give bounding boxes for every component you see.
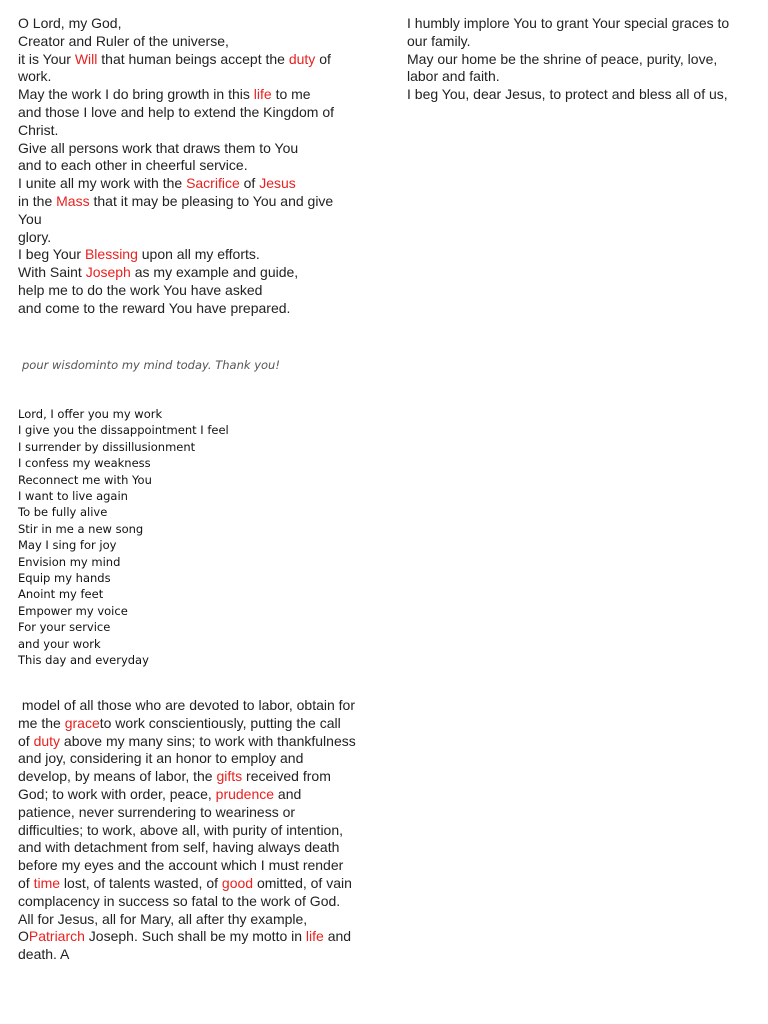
text-line: I humbly implore You to grant Your special graces to <box>407 15 730 31</box>
keyword-link[interactable]: grace <box>64 714 100 731</box>
text-line: patience, never surrendering to weariness or <box>18 803 296 820</box>
keyword-link[interactable]: duty <box>288 50 316 67</box>
text-line: I beg You, dear Jesus, to protect and bless all of us, <box>407 86 728 103</box>
keyword-link[interactable]: Patriarch <box>28 928 85 945</box>
poem-line: I surrender by dissillusionment <box>18 439 196 454</box>
text-line: and come to the reward You have prepared. <box>18 299 291 316</box>
text-line: before my eyes and the account which I must render <box>18 857 344 874</box>
keyword-link[interactable]: life <box>253 86 272 103</box>
work-prayer <box>18 15 363 318</box>
keyword-link[interactable]: Sacrifice <box>186 175 240 192</box>
text-line: Christ. <box>18 121 59 138</box>
text-line: Give all persons work that draws them to You <box>18 139 299 156</box>
text-line: develop, by means of labor, the gifts received from <box>18 768 331 785</box>
keyword-link[interactable]: Jesus <box>259 175 296 192</box>
text-line: You <box>18 210 42 227</box>
poem-line: Anoint my feet <box>18 587 104 602</box>
poem-line: To be fully alive <box>18 505 108 520</box>
joseph-prayer <box>18 697 368 964</box>
text-line: labor and faith. <box>407 68 500 85</box>
text-line: Creator and Ruler of the universe, <box>18 32 229 49</box>
poem-line: This day and everyday <box>18 653 149 668</box>
poem-line: May I sing for joy <box>18 538 117 553</box>
keyword-link[interactable]: good <box>221 874 254 891</box>
text-line: and those I love and help to extend the Kingdom of <box>18 103 335 120</box>
text-line: of duty above my many sins; to work with thankfulness <box>18 732 356 749</box>
text-line: it is Your Will that human beings accept the duty of <box>18 50 331 67</box>
keyword-link[interactable]: time <box>33 874 61 891</box>
text-line: difficulties; to work, above all, with purity of intention, <box>18 821 344 838</box>
keyword-link[interactable]: Mass <box>56 192 90 209</box>
text-line: May our home be the shrine of peace, purity, love, <box>407 50 718 67</box>
text-line: I unite all my work with the Sacrifice of Jesus <box>18 175 296 192</box>
text-line: glory. <box>18 228 52 245</box>
poem-line: Empower my voice <box>18 603 128 618</box>
italic-note: pour wisdominto my mind today. Thank you! <box>22 358 280 372</box>
keyword-link[interactable]: life <box>305 928 324 945</box>
poem-line: Lord, I offer you my work <box>18 407 163 421</box>
keyword-link[interactable]: prudence <box>215 785 275 802</box>
poem-line: I give you the dissappointment I feel <box>18 423 229 438</box>
poem-line: I confess my weakness <box>18 456 151 471</box>
poem-line: I want to live again <box>18 489 128 504</box>
text-line: All for Jesus, all for Mary, all after thy example, <box>18 910 308 927</box>
keyword-link[interactable]: gifts <box>216 768 243 785</box>
poem-line: Stir in me a new song <box>18 521 144 536</box>
text-line: May the work I do bring growth in this life to me <box>18 86 311 103</box>
text-line: With Saint Joseph as my example and guide, <box>18 264 299 281</box>
text-line: and joy, considering it an honor to employ and <box>18 750 304 767</box>
work-poem <box>18 406 229 669</box>
poem-line: For your service <box>18 620 111 635</box>
text-line: model of all those who are devoted to labor, obtain for <box>18 697 355 713</box>
poem-line: and your work <box>18 636 101 651</box>
text-line: and to each other in cheerful service. <box>18 157 248 174</box>
text-line: OPatriarch Joseph. Such shall be my motto in life and <box>18 928 352 945</box>
poem-line: Envision my mind <box>18 554 121 569</box>
keyword-link[interactable]: Joseph <box>85 264 131 281</box>
text-line: and with detachment from self, having always death <box>18 839 340 856</box>
text-line: O Lord, my God, <box>18 15 122 31</box>
keyword-link[interactable]: Blessing <box>84 246 138 263</box>
text-line: help me to do the work You have asked <box>18 281 263 298</box>
text-line: work. <box>18 68 52 85</box>
text-line: of time lost, of talents wasted, of good omitted, of vain <box>18 874 352 891</box>
text-line: God; to work with order, peace, prudence and <box>18 785 302 802</box>
text-line: me the graceto work conscientiously, putting the call <box>18 714 341 731</box>
poem-line: Reconnect me with You <box>18 472 152 487</box>
text-line: I beg Your Blessing upon all my efforts. <box>18 246 260 263</box>
text-line: complacency in success so fatal to the work of God. <box>18 892 341 909</box>
keyword-link[interactable]: duty <box>33 732 61 749</box>
text-line: our family. <box>407 32 471 49</box>
text-line: death. A <box>18 946 70 963</box>
text-line: in the Mass that it may be pleasing to You and give <box>18 192 334 209</box>
family-prayer <box>407 15 747 104</box>
keyword-link[interactable]: Will <box>74 50 98 67</box>
poem-line: Equip my hands <box>18 571 111 586</box>
